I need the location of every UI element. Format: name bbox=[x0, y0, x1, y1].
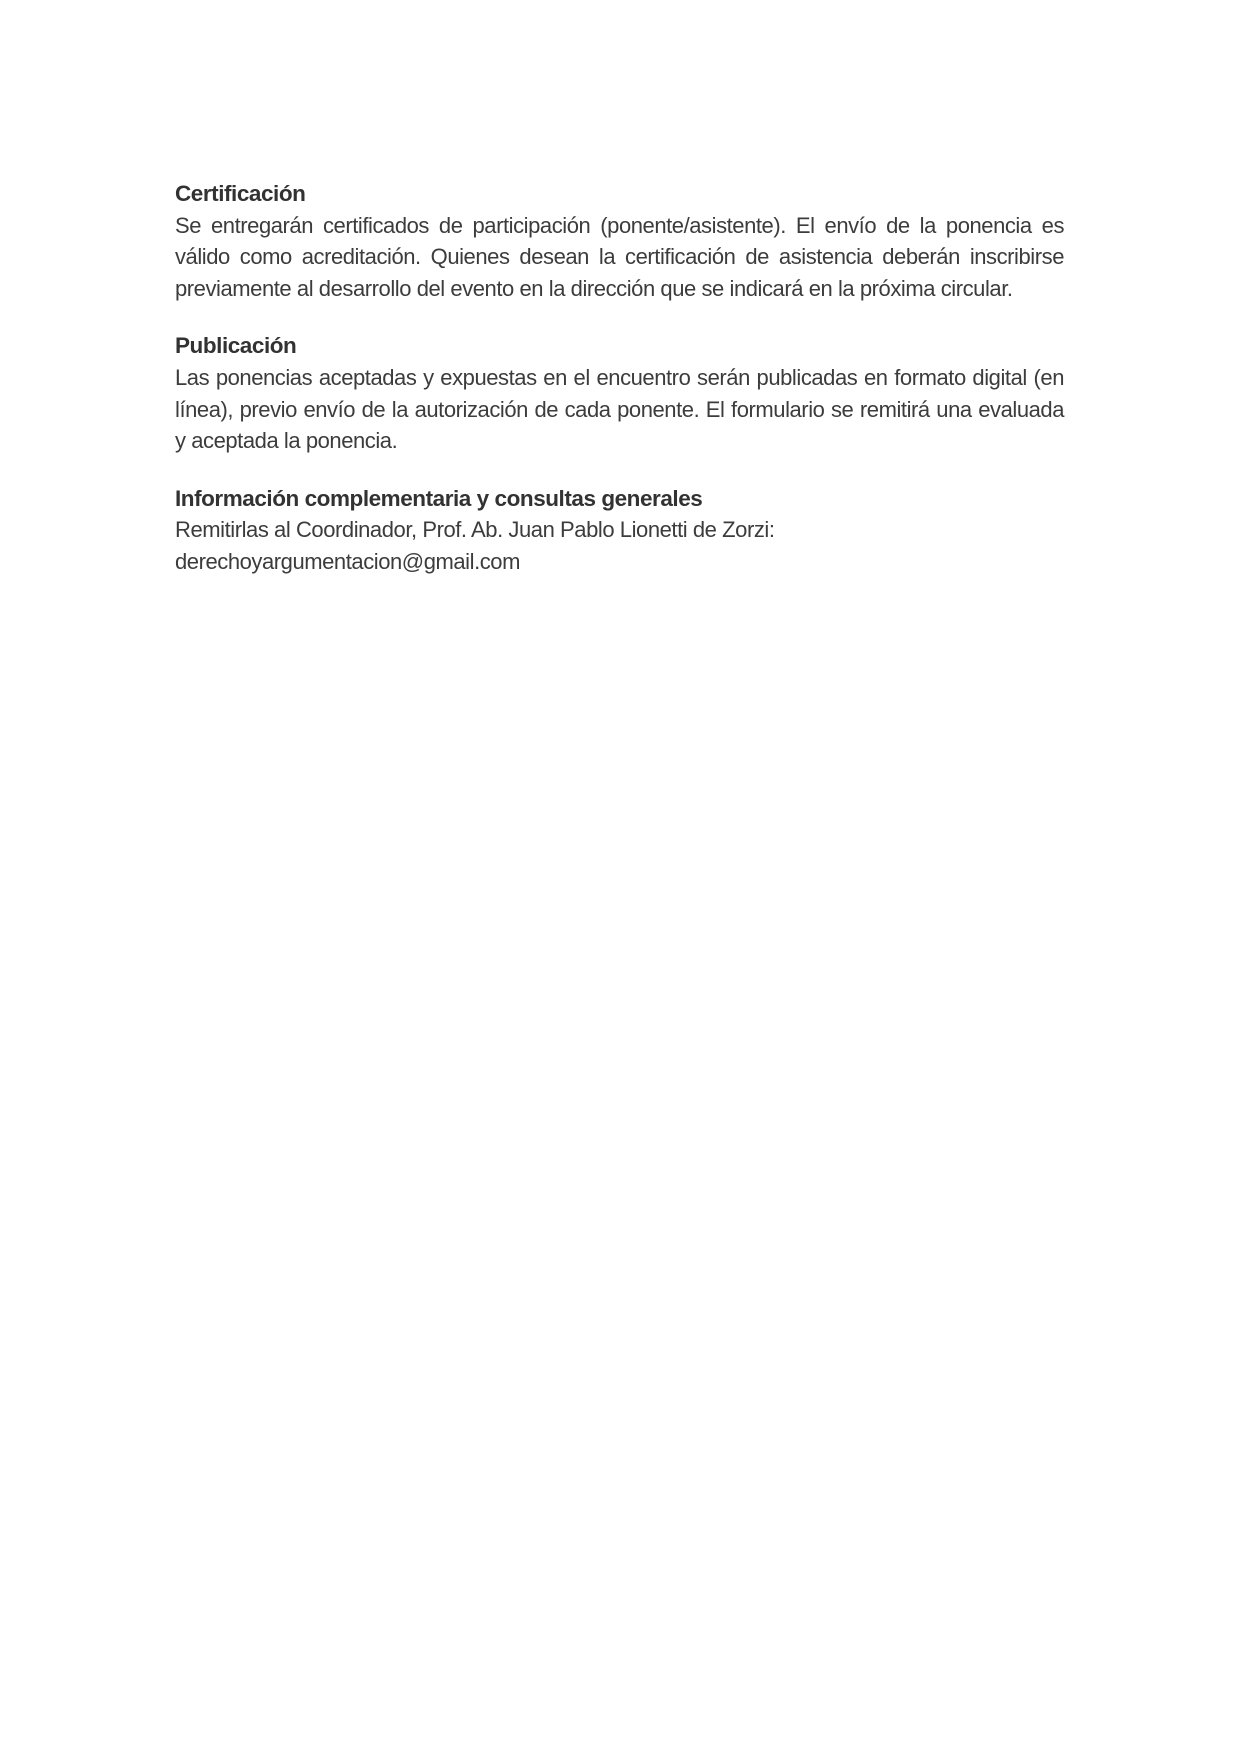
document-content bbox=[175, 178, 1064, 604]
section-heading-informacion-complementaria: Información complementaria y consultas generales bbox=[175, 485, 703, 511]
paragraph-certificacion: Se entregarán certificados de participación (ponente/asistente). El envío de la ponencia es válido como acreditación. Quienes desean la certificación de asistencia deberán inscribirse previamente al desarrollo del evento en la dirección que se indicará en la próxima circular. bbox=[175, 212, 1064, 301]
section-informacion-complementaria bbox=[175, 483, 1064, 578]
section-heading-publicacion: Publicación bbox=[175, 333, 297, 359]
section-publicacion bbox=[175, 330, 1064, 456]
paragraph-publicacion: Las ponencias aceptadas y expuestas en el encuentro serán publicadas en formato digital (en línea), previo envío de la autorización de cada ponente. El formulario se remitirá una evaluada y aceptada la ponencia. bbox=[175, 364, 1064, 454]
section-heading-certificacion: Certificación bbox=[175, 181, 306, 206]
section-certificacion bbox=[175, 178, 1064, 304]
contact-coordinator-line: Remitirlas al Coordinador, Prof. Ab. Juan Pablo Lionetti de Zorzi: bbox=[175, 517, 775, 543]
email-address: derechoyargumentacion@gmail.com bbox=[175, 548, 520, 574]
